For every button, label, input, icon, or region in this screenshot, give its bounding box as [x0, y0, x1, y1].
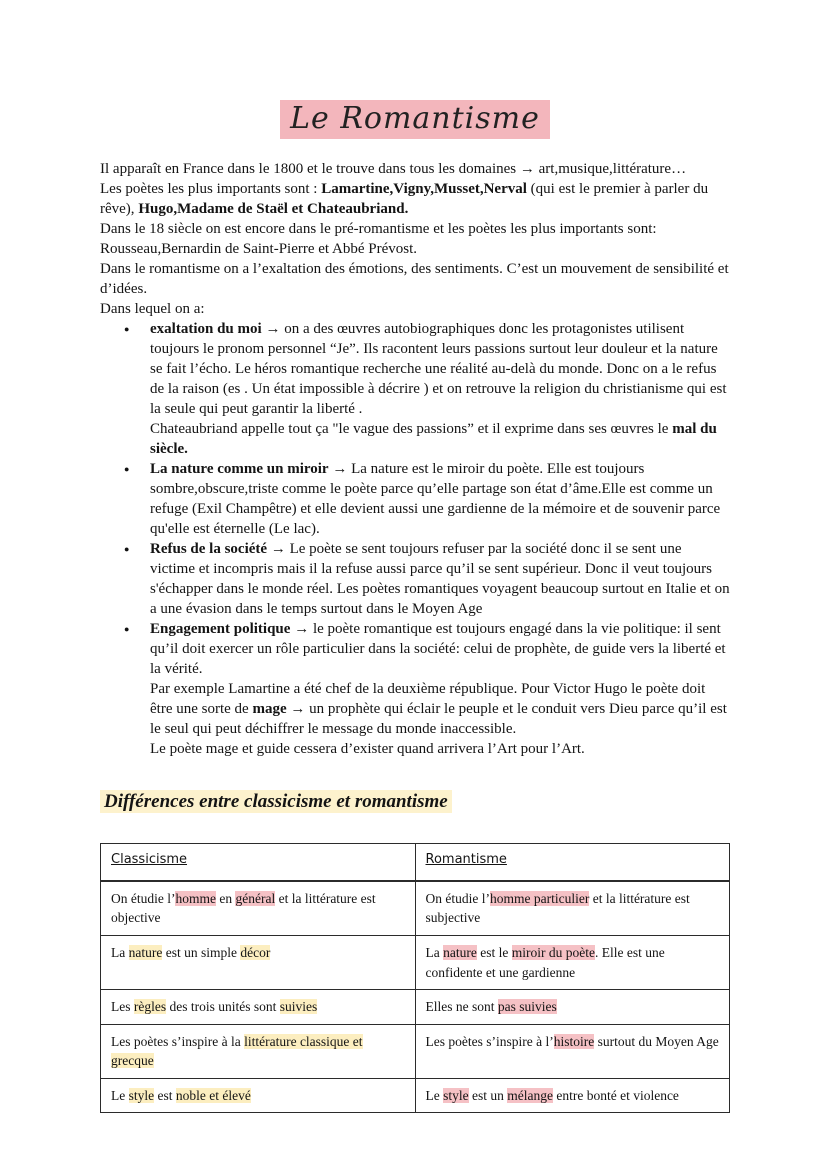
- table-row: [101, 990, 730, 1025]
- table-row: [101, 881, 730, 936]
- text-segment: → on a des œuvres autobiographiques donc les protagonistes utilisent toujours le pronom personnel “Je”. Ils racontent leurs passions surtout leur douleur et la nature se fait l’écho. Le héros romantique recherche une réalité au-delà du monde. Donc on a le refus de la raison (es . Un état impossible à décrire ) et on retrouve la religion du christianisme qui est la seule qui peut garantir la liberté .: [150, 321, 727, 417]
- bold-text: exaltation du moi: [150, 321, 262, 337]
- highlighted-text: pas suivies: [497, 999, 557, 1015]
- highlighted-text: miroir du poète: [511, 944, 595, 960]
- text-segment: La: [425, 944, 444, 960]
- table-row: [101, 1024, 730, 1078]
- bullet-paragraph: [150, 739, 730, 759]
- bullet-paragraph: [150, 319, 730, 419]
- text-segment: Dans le 18 siècle on est encore dans le pré-romantisme et les poètes les plus importants sont: Rousseau,Bernardin de Saint-Pierre et Abbé Prévost.: [100, 221, 657, 257]
- text-segment: Les poètes s’inspire à l’: [425, 1033, 554, 1049]
- highlighted-text: style: [443, 1087, 469, 1103]
- highlighted-text: général: [235, 890, 276, 906]
- text-segment: des trois unités sont: [166, 999, 280, 1015]
- highlighted-text: style: [128, 1087, 155, 1103]
- bold-text: La nature comme un miroir: [150, 461, 329, 477]
- highlighted-text: noble et élevé: [175, 1087, 251, 1103]
- comparison-table: [100, 843, 730, 1113]
- text-segment: Dans lequel on a:: [100, 301, 205, 317]
- highlighted-text: homme: [175, 890, 216, 906]
- intro-paragraph: [100, 219, 730, 259]
- section-heading-text: Différences entre classicisme et romantisme: [100, 790, 452, 813]
- highlighted-text: histoire: [553, 1033, 595, 1049]
- text-segment: La: [111, 944, 129, 960]
- bold-text: Engagement politique: [150, 621, 291, 637]
- table-cell: [101, 935, 416, 989]
- intro-paragraph: [100, 259, 730, 299]
- table-cell: [415, 881, 730, 936]
- list-item-refus-societe: [124, 539, 730, 619]
- text-segment: (qui est le premier à parler du rêve),: [100, 181, 709, 217]
- text-segment: est un: [468, 1087, 508, 1103]
- highlighted-text: homme particulier: [489, 890, 590, 906]
- text-segment: et la littérature est subjective: [425, 890, 690, 926]
- text-segment: Le: [425, 1087, 444, 1103]
- text-segment: On étudie l’: [425, 890, 490, 906]
- table-cell: [415, 990, 730, 1025]
- bold-text: Lamartine,Vigny,Musset,Nerval: [321, 181, 527, 197]
- bullet-paragraph: [150, 679, 730, 739]
- list-item-nature-miroir: [124, 459, 730, 539]
- table-cell: [415, 1078, 730, 1113]
- text-segment: → le poète romantique est toujours engagé dans la vie politique: il sent qu’il doit exercer un rôle particulier dans la société: celui de prophète, de guide vers la liberté et la vérité.: [150, 621, 726, 677]
- column-header-classicisme: Classicisme: [101, 844, 416, 881]
- intro-paragraph: [100, 159, 730, 179]
- bullet-paragraph: [150, 459, 730, 539]
- text-segment: entre bonté et violence: [552, 1087, 679, 1103]
- text-segment: Les poètes les plus importants sont :: [100, 181, 322, 197]
- highlighted-text: mélange: [507, 1087, 553, 1103]
- table-row: [101, 935, 730, 989]
- highlighted-text: règles: [133, 999, 167, 1015]
- text-segment: Les poètes s’inspire à la: [111, 1033, 245, 1049]
- text-segment: Chateaubriand appelle tout ça "le vague des passions” et il exprime dans ses œuvres le: [150, 421, 673, 437]
- column-header-romantisme: Romantisme: [415, 844, 730, 881]
- text-segment: Le: [111, 1087, 129, 1103]
- table-cell: [415, 935, 730, 989]
- highlighted-text: nature: [443, 944, 477, 960]
- text-segment: est le: [476, 944, 512, 960]
- document-body: [100, 159, 730, 1113]
- text-segment: Le poète mage et guide cessera d’exister quand arrivera l’Art pour l’Art.: [150, 741, 585, 757]
- table-header-row: [101, 844, 730, 881]
- text-segment: Dans le romantisme on a l’exaltation des émotions, des sentiments. C’est un mouvement de sensibilité et d’idées.: [100, 261, 729, 297]
- intro-paragraph: [100, 179, 730, 219]
- text-segment: Par exemple Lamartine a été chef de la deuxième république. Pour Victor Hugo le poète doit être une sorte de: [150, 681, 706, 717]
- bullet-paragraph: [150, 539, 730, 619]
- text-segment: → Le poète se sent toujours refuser par la société donc il se sent une victime et incompris mais il la refuse aussi parce qu’il se sent supérieur. Donc il veut toujours s'échapper dans le monde réel. Les poètes romantiques voyagent beaucoup surtout en Italie et on a une évasion dans le temps surtout dans le Moyen Age: [150, 541, 730, 617]
- text-segment: → un prophète qui éclair le peuple et le conduit vers Dieu parce qu’il est le seul qui peut déchiffrer le message du monde inaccessible.: [150, 701, 727, 737]
- table-cell: [101, 1078, 416, 1113]
- table-row: [101, 1078, 730, 1113]
- table-cell: [101, 990, 416, 1025]
- text-segment: → La nature est le miroir du poète. Elle est toujours sombre,obscure,triste comme le poète parce qu’elle partage son état d’âme.Elle est comme un refuge (Exil Champêtre) et elle devient aussi une gardienne de la mémoire et de souvenir parce qu'elle est éternelle (Le lac).: [150, 461, 721, 537]
- themes-list: [124, 319, 730, 759]
- list-item-exaltation-du-moi: [124, 319, 730, 459]
- text-segment: surtout du Moyen Age: [594, 1033, 719, 1049]
- text-segment: en: [215, 890, 236, 906]
- text-segment: est un simple: [162, 944, 241, 960]
- page-title: Le Romantisme: [280, 100, 550, 139]
- text-segment: Les: [111, 999, 134, 1015]
- bullet-paragraph: [150, 419, 730, 459]
- title-block: [100, 100, 730, 139]
- table-cell: [101, 881, 416, 936]
- text-segment: Il apparaît en France dans le 1800 et le trouve dans tous les domaines → art,musique,littérature…: [100, 161, 687, 177]
- bold-text: mal du siècle.: [150, 421, 717, 457]
- text-segment: est: [154, 1087, 176, 1103]
- table-cell: [101, 1024, 416, 1078]
- bold-text: Hugo,Madame de Staël et Chateaubriand.: [138, 201, 409, 217]
- table-cell: [415, 1024, 730, 1078]
- text-segment: On étudie l’: [111, 890, 176, 906]
- intro-block: [100, 159, 730, 319]
- bold-text: mage: [252, 701, 287, 717]
- bold-text: Refus de la société: [150, 541, 268, 557]
- bullet-paragraph: [150, 619, 730, 679]
- text-segment: et la littérature est objective: [111, 890, 376, 926]
- text-segment: Elles ne sont: [425, 999, 498, 1015]
- text-segment: . Elle est une confidente et une gardienne: [425, 944, 665, 980]
- highlighted-text: nature: [128, 944, 163, 960]
- highlighted-text: littérature classique et grecque: [111, 1033, 363, 1069]
- section-heading: [100, 791, 730, 813]
- list-item-engagement-politique: [124, 619, 730, 759]
- intro-paragraph: [100, 299, 730, 319]
- highlighted-text: décor: [240, 944, 271, 960]
- highlighted-text: suivies: [279, 999, 318, 1015]
